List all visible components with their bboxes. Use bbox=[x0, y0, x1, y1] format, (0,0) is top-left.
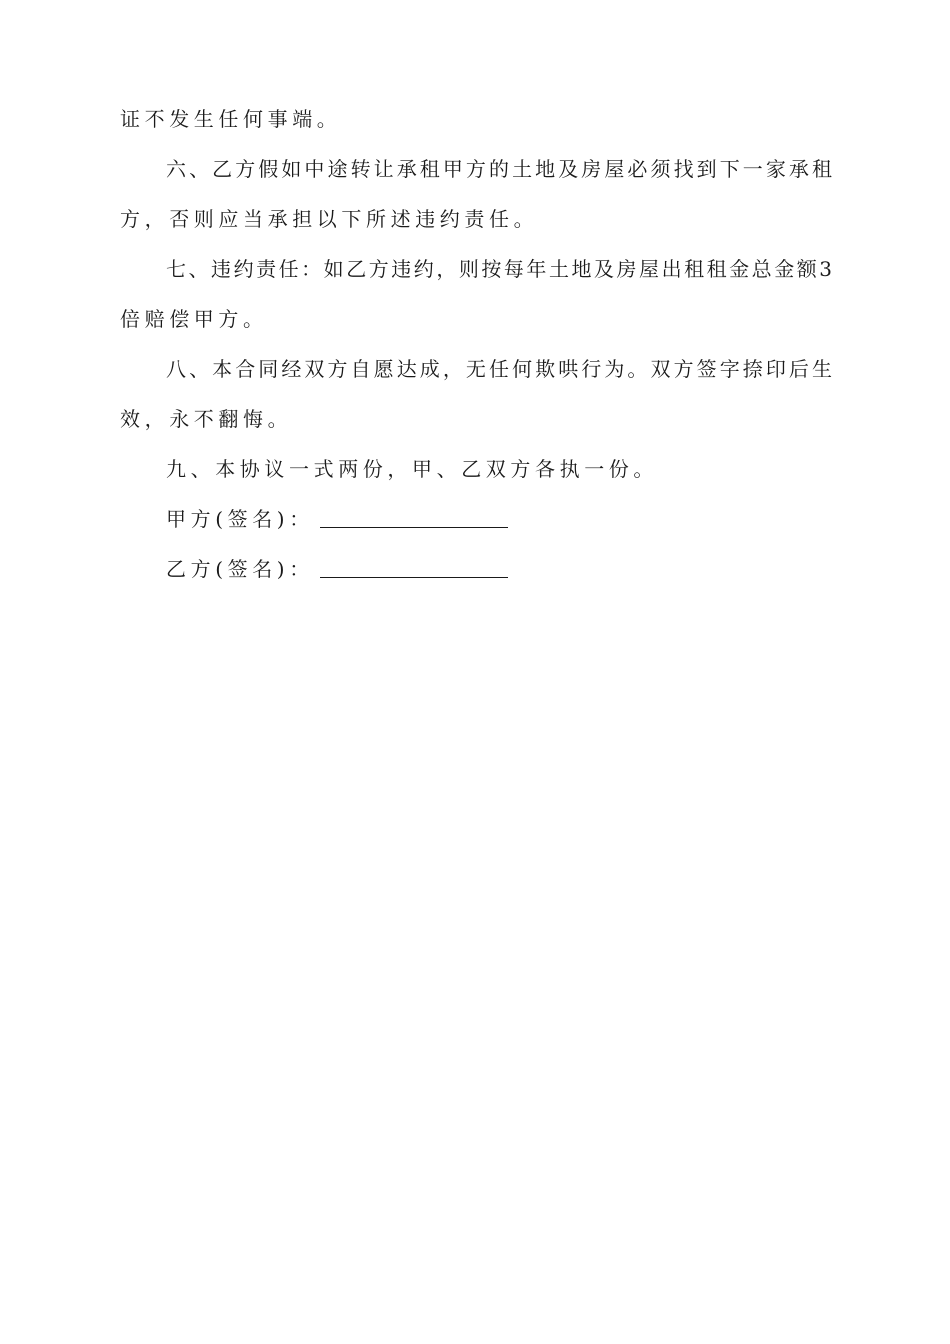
party-b-signature-line[interactable] bbox=[320, 577, 508, 578]
clause-8-line-2: 效，永不翻悔。 bbox=[120, 407, 293, 431]
clause-7-line-2: 倍赔偿甲方。 bbox=[120, 307, 268, 331]
clause-6-line-1: 六、乙方假如中途转让承租甲方的土地及房屋必须找到下一家承租 bbox=[166, 157, 832, 181]
clause-8-line-1: 八、本合同经双方自愿达成，无任何欺哄行为。双方签字捺印后生 bbox=[166, 357, 832, 381]
party-b-signature-label: 乙方(签名)： bbox=[166, 557, 314, 581]
clause-9: 九、本协议一式两份，甲、乙双方各执一份。 bbox=[166, 457, 658, 481]
clause-6-line-2: 方，否则应当承担以下所述违约责任。 bbox=[120, 207, 539, 231]
party-a-signature-label: 甲方(签名)： bbox=[166, 507, 314, 531]
party-a-signature-line[interactable] bbox=[320, 527, 508, 528]
party-a-signature-row bbox=[166, 506, 508, 532]
party-b-signature-row bbox=[166, 556, 508, 582]
clause-5-tail: 证不发生任何事端。 bbox=[120, 107, 342, 131]
clause-7-line-1: 七、违约责任：如乙方违约，则按每年土地及房屋出租租金总金额3 bbox=[166, 257, 832, 281]
